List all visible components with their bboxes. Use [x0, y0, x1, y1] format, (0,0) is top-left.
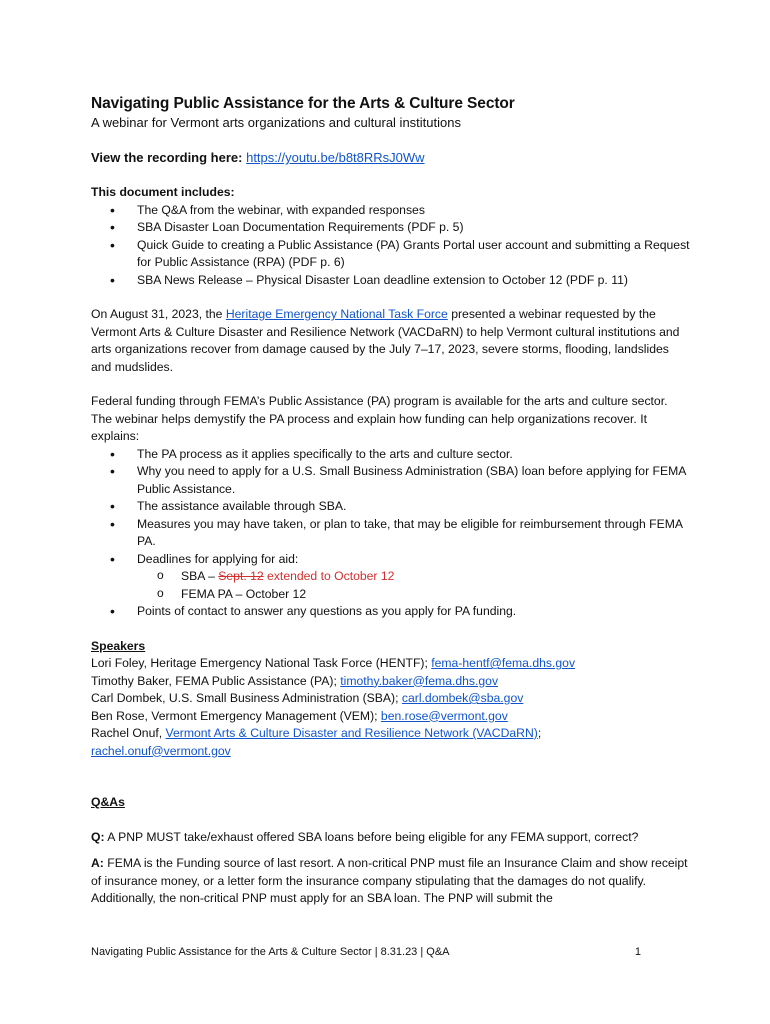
speaker-name: Carl Dombek, U.S. Small Business Administration (SBA); — [91, 691, 402, 705]
speaker-email-link[interactable]: rachel.onuf@vermont.gov — [91, 743, 231, 758]
page-footer — [91, 945, 641, 959]
deadline-fema: o FEMA PA – October 12 — [181, 586, 691, 604]
qa-heading: Q&As — [91, 795, 125, 809]
question-label: Q: — [91, 829, 105, 844]
speaker-email-link[interactable]: carl.dombek@sba.gov — [401, 691, 524, 705]
deadline-sba — [181, 568, 691, 586]
speaker-line — [91, 725, 691, 743]
question-text: A PNP MUST take/exhaust offered SBA loans before being eligible for any FEMA support, correct? — [104, 829, 639, 844]
document-page — [91, 94, 691, 908]
deadline-sba-new: extended to October 12 — [263, 569, 395, 583]
speaker-name: Ben Rose, Vermont Emergency Management (VEM); — [91, 708, 381, 723]
intro-text: presented a webinar requested by the Vermont Arts & Culture Disaster and Resilience Network (VACDaRN) to help Vermont cultural institutions and arts organizations recover from damage caused by the July 7–17, 2023, severe storms, flooding, landslides and mudslides. — [91, 307, 680, 374]
speaker-email-link[interactable]: timothy.baker@fema.dhs.gov — [340, 673, 499, 688]
list-item: • SBA Disaster Loan Documentation Requirements (PDF p. 5) — [137, 219, 691, 237]
list-item: • The PA process as it applies specifically to the arts and culture sector. — [137, 446, 691, 464]
answer-label: A: — [91, 856, 104, 870]
includes-heading: This document includes: — [91, 185, 235, 199]
speaker-name: Timothy Baker, FEMA Public Assistance (PA); — [91, 673, 341, 688]
speaker-name: Lori Foley, Heritage Emergency National Task Force (HENTF); — [91, 656, 432, 670]
hentf-link[interactable]: Heritage Emergency National Task Force — [225, 307, 448, 321]
document-subtitle: A webinar for Vermont arts organizations and cultural institutions — [91, 115, 461, 130]
deadlines-label: Deadlines for applying for aid: — [137, 551, 299, 566]
intro-paragraph-2: Federal funding through FEMA’s Public Assistance (PA) program is available for the arts and culture sector. The webinar helps demystify the PA process and explain how funding can help organizations recover. It explains: — [91, 394, 668, 443]
speaker-line — [91, 743, 691, 761]
document-title: Navigating Public Assistance for the Arts & Culture Sector — [91, 95, 515, 112]
speaker-line — [91, 655, 691, 673]
list-item: • SBA News Release – Physical Disaster Loan deadline extension to October 12 (PDF p. 11) — [137, 272, 691, 290]
deadline-sba-old: Sept. 12 — [218, 569, 264, 583]
speakers-heading: Speakers — [91, 638, 146, 653]
intro-paragraph-1 — [91, 306, 691, 376]
speaker-line — [91, 673, 691, 691]
explains-list — [91, 446, 691, 621]
list-item: • Measures you may have taken, or plan to take, that may be eligible for reimbursement through FEMA PA. — [137, 516, 691, 551]
recording-link[interactable]: https://youtu.be/b8t8RRsJ0Ww — [246, 150, 425, 165]
recording-line — [91, 149, 691, 167]
list-item: • Points of contact to answer any questions as you apply for PA funding. — [137, 603, 691, 621]
speaker-email-link[interactable]: fema-hentf@fema.dhs.gov — [431, 656, 576, 670]
separator: ; — [537, 726, 542, 740]
intro-text: On August 31, 2023, the — [91, 307, 226, 321]
list-item: • Why you need to apply for a U.S. Small Business Administration (SBA) loan before applying for FEMA Public Assistance. — [137, 463, 691, 498]
list-item — [137, 551, 691, 604]
list-item: • The Q&A from the webinar, with expanded responses — [137, 202, 691, 220]
list-item: • The assistance available through SBA. — [137, 498, 691, 516]
question-1 — [91, 829, 691, 847]
answer-text: FEMA is the Funding source of last resort. A non-critical PNP must file an Insurance Claim and show receipt of insurance money, or a letter form the insurance company stipulating that the damages do not qualify. Additionally, the non-critical PNP must apply for an SBA loan. The PNP will submit the — [91, 856, 688, 905]
deadlines-sublist — [137, 568, 691, 603]
answer-1 — [91, 855, 691, 908]
footer-text: Navigating Public Assistance for the Arts & Culture Sector | 8.31.23 | Q&A — [91, 946, 450, 958]
speaker-email-link[interactable]: ben.rose@vermont.gov — [380, 708, 508, 723]
recording-label: View the recording here: — [91, 150, 243, 165]
speaker-line — [91, 708, 691, 726]
vacdarn-link[interactable]: Vermont Arts & Culture Disaster and Resilience Network (VACDaRN) — [165, 726, 538, 740]
page-number: 1 — [634, 946, 641, 958]
includes-list — [91, 202, 691, 290]
speaker-name: Rachel Onuf, — [91, 726, 166, 740]
list-item: • Quick Guide to creating a Public Assistance (PA) Grants Portal user account and submitting a Request for Public Assistance (RPA) (PDF p. 6) — [137, 237, 691, 272]
speaker-line — [91, 690, 691, 708]
deadline-sba-prefix: SBA – — [181, 569, 219, 583]
